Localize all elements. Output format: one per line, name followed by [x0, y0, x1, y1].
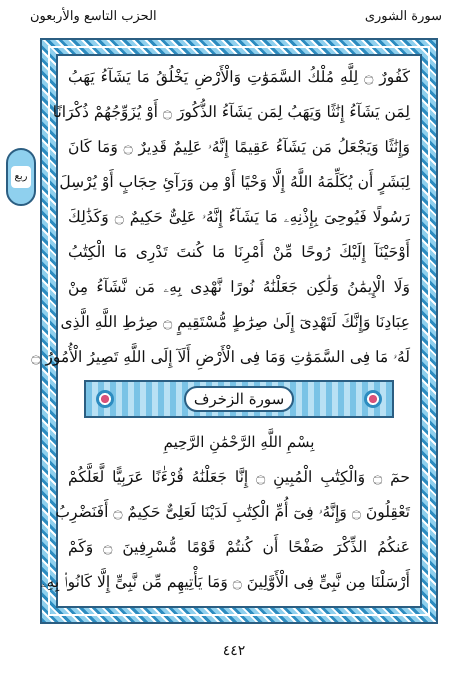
header-surah-name: سورة الشورى — [364, 9, 442, 24]
text-line: عِبَادِنَا وَإِنَّكَ لَتَهْدِىٓ إِلَىٰ صِرَٰطٍ مُّسْتَقِيمٍ ۝ صِرَٰطِ اللَّهِ الَّذِى — [60, 313, 410, 331]
header-hizb: الحزب التاسع والأربعون — [30, 9, 157, 24]
text-line: كَفُورٌ ۝ لِلَّهِ مُلْكُ السَّمَوَٰتِ وَالْأَرْضِ يَخْلُقُ مَا يَشَآءُ يَهَبُ — [68, 68, 410, 86]
page-number: ٤٤٢ — [222, 643, 246, 659]
text-line: لَهُۥ مَا فِى السَّمَوَٰتِ وَمَا فِى الْأَرْضِ أَلَآ إِلَى اللَّهِ تَصِيرُ الْأُمُورُ ۝ — [31, 348, 410, 366]
text-line: أَرْسَلْنَا مِن نَّبِىٍّ فِى الْأَوَّلِينَ ۝ وَمَا يَأْتِيهِم مِّن نَّبِىٍّ إِلَّا كَانُوا۟ بِهِۦ — [40, 573, 410, 591]
page-text-area — [31, 54, 422, 608]
text-line: وَلَا الْإِيمَٰنُ وَلَٰكِن جَعَلْنَٰهُ نُورًا نَّهْدِى بِهِۦ مَن نَّشَآءُ مِنْ — [68, 278, 410, 296]
text-line: تَعْقِلُونَ ۝ وَإِنَّهُۥ فِىٓ أُمِّ الْكِتَٰبِ لَدَيْنَا لَعَلِىٌّ حَكِيمٌ ۝ أَفَنَضْرِبُ — [55, 503, 410, 521]
text-line: لِمَن يَشَآءُ إِنَٰثًا وَيَهَبُ لِمَن يَشَآءُ الذُّكُورَ ۝ أَوْ يُزَوِّجُهُمْ ذُكْرَانًا — [52, 103, 410, 121]
side-rub-label: ربع — [11, 166, 31, 188]
text-line: رَسُولًا فَيُوحِىَ بِإِذْنِهِۦ مَا يَشَآءُ إِنَّهُۥ عَلِىٌّ حَكِيمٌ ۝ وَكَذَٰلِكَ — [68, 208, 410, 226]
surah-title-banner — [84, 380, 394, 418]
rosette-left-icon — [96, 390, 114, 408]
text-line: عَنكُمُ الذِّكْرَ صَفْحًا أَن كُنتُمْ قَوْمًا مُّسْرِفِينَ ۝ وَكَمْ — [68, 538, 410, 556]
text-line: وَإِنَٰثًا وَيَجْعَلُ مَن يَشَآءُ عَقِيمًا إِنَّهُۥ عَلِيمٌ قَدِيرٌ ۝ وَمَا كَانَ — [68, 138, 410, 156]
text-line: أَوْحَيْنَآ إِلَيْكَ رُوحًا مِّنْ أَمْرِنَا مَا كُنتَ تَدْرِى مَا الْكِتَٰبُ — [68, 243, 410, 261]
surah-title: سورة الزخرف — [184, 386, 294, 412]
text-line: حمٓ ۝ وَالْكِتَٰبِ الْمُبِينِ ۝ إِنَّا جَعَلْنَٰهُ قُرْءَٰنًا عَرَبِيًّا لَّعَلَّكُمْ — [68, 468, 411, 486]
text-line: لِبَشَرٍ أَن يُكَلِّمَهُ اللَّهُ إِلَّا وَحْيًا أَوْ مِن وَرَآئِ حِجَابٍ أَوْ يُرْسِلَ — [59, 173, 410, 191]
side-rub-marker — [6, 148, 36, 206]
rosette-right-icon — [364, 390, 382, 408]
basmala: بِسْمِ اللَّهِ الرَّحْمَٰنِ الرَّحِيمِ — [163, 433, 315, 451]
